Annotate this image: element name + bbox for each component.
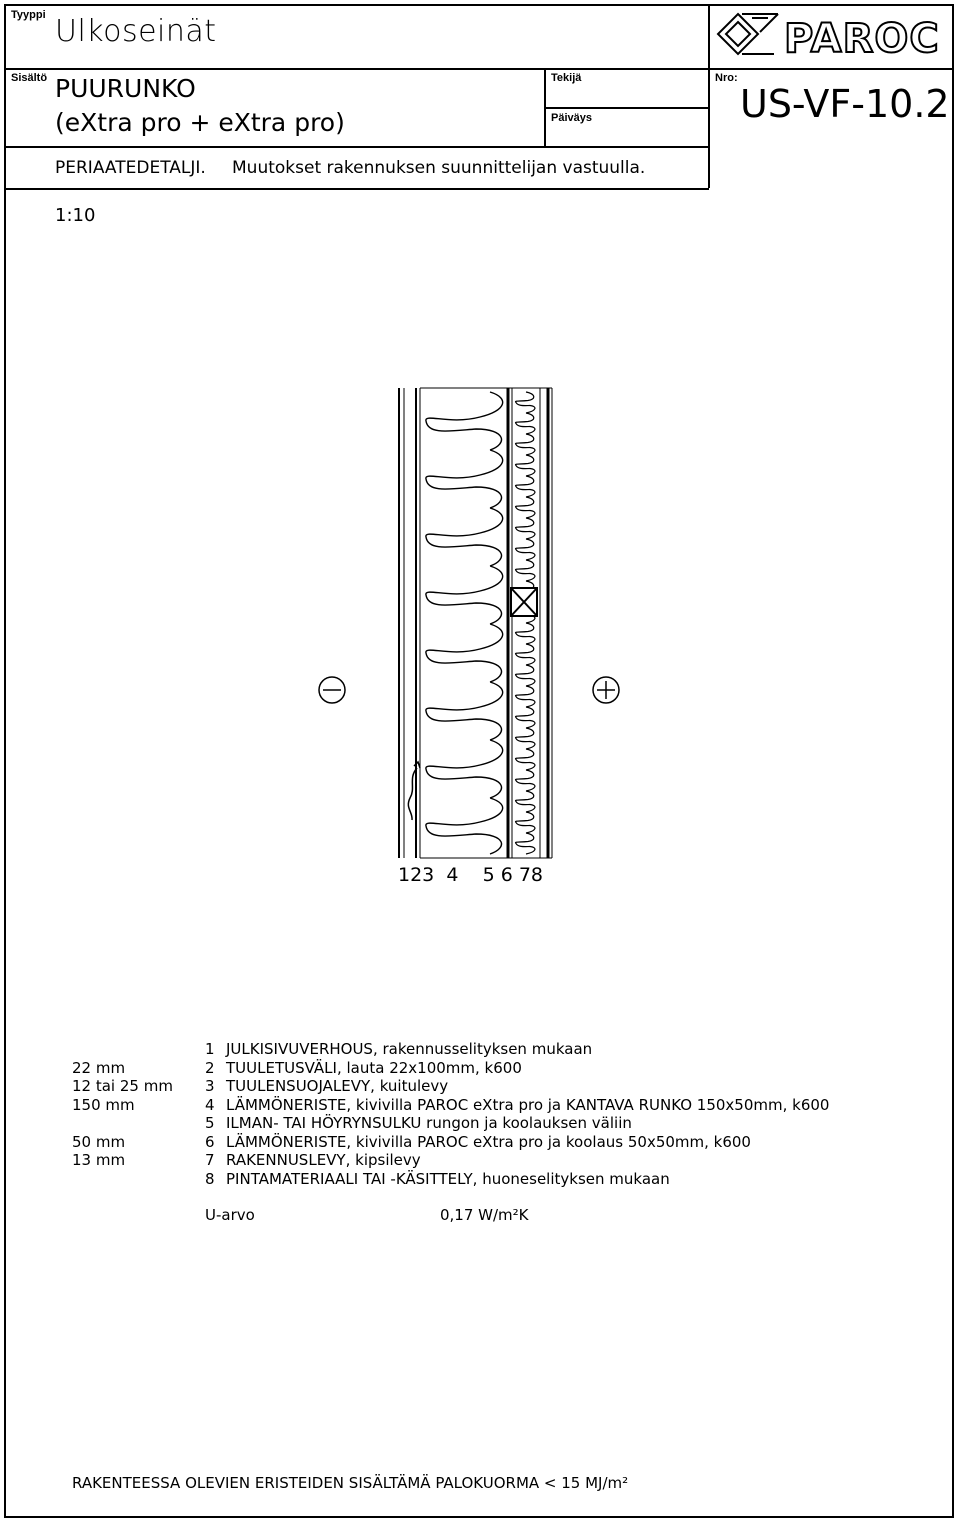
title-vdivider-1 xyxy=(544,68,546,148)
tekija-label: Tekijä xyxy=(551,72,582,84)
legend-description: PINTAMATERIAALI TAI -KÄSITTELY, huoneselityksen mukaan xyxy=(226,1169,670,1188)
legend-description: RAKENNUSLEVY, kipsilevy xyxy=(226,1151,421,1169)
legend-dimension: 13 mm xyxy=(72,1151,126,1169)
page-title: Ulkoseinät xyxy=(55,14,217,49)
insulation-wave-150 xyxy=(426,392,503,854)
title-divider-3 xyxy=(4,188,709,190)
legend-dimension: 150 mm xyxy=(72,1095,135,1114)
title-vdivider-2 xyxy=(708,4,710,188)
legend-dimension: 50 mm xyxy=(72,1132,126,1151)
legend-description: TUULENSUOJALEVY, kuitulevy xyxy=(226,1077,449,1095)
legend-description: LÄMMÖNERISTE, kivivilla PAROC eXtra pro ja koolaus 50x50mm, k600 xyxy=(226,1132,751,1151)
title-divider-2 xyxy=(4,146,709,148)
legend-number: 7 xyxy=(205,1151,215,1169)
layer-numbers: 123 4 5 6 78 xyxy=(398,864,544,886)
drawing-number: US-VF-10.2 xyxy=(740,82,950,126)
legend-description: TUULETUSVÄLI, lauta 22x100mm, k600 xyxy=(226,1058,522,1077)
sisalto-label: Sisältö xyxy=(11,72,48,84)
paroc-logo xyxy=(712,8,952,64)
insulation-wave-50 xyxy=(516,392,535,854)
brand-wordmark: PAROC xyxy=(784,16,940,62)
title-divider-1 xyxy=(4,68,954,70)
principle-note: PERIAATEDETALJI. xyxy=(55,158,206,178)
u-value: 0,17 W/m²K xyxy=(440,1206,529,1224)
content-line-1: PUURUNKO xyxy=(55,74,196,103)
legend-number: 3 xyxy=(205,1077,215,1095)
legend-number: 1 xyxy=(205,1040,215,1058)
u-value-label: U-arvo xyxy=(205,1206,255,1224)
legend-description: LÄMMÖNERISTE, kivivilla PAROC eXtra pro ja KANTAVA RUNKO 150x50mm, k600 xyxy=(226,1095,830,1114)
legend-dimension: 22 mm xyxy=(72,1058,126,1077)
legend-number: 8 xyxy=(205,1169,215,1188)
tekija-divider xyxy=(544,107,709,109)
wall-section-drawing xyxy=(300,380,630,880)
legend-description: JULKISIVUVERHOUS, rakennusselityksen mukaan xyxy=(226,1040,593,1058)
legend-number: 5 xyxy=(205,1114,215,1132)
interior-plus-icon xyxy=(593,677,619,703)
legend-number: 4 xyxy=(205,1095,215,1114)
paivays-label: Päiväys xyxy=(551,112,592,124)
legend-number: 2 xyxy=(205,1058,215,1077)
legend-description: ILMAN- TAI HÖYRYNSULKU rungon ja koolauksen väliin xyxy=(226,1114,632,1132)
scale-label: 1:10 xyxy=(55,205,96,226)
tyyppi-label: Tyyppi xyxy=(11,9,46,21)
batten-cross-section xyxy=(511,588,537,616)
fire-load-note: RAKENTEESSA OLEVIEN ERISTEIDEN SISÄLTÄMÄ PALOKUORMA < 15 MJ/m² xyxy=(72,1474,629,1492)
legend-number: 6 xyxy=(205,1132,215,1151)
nro-label: Nro: xyxy=(715,72,738,84)
changes-note: Muutokset rakennuksen suunnittelijan vastuulla. xyxy=(232,158,646,178)
exterior-minus-icon xyxy=(319,677,345,703)
content-line-2: (eXtra pro + eXtra pro) xyxy=(55,108,345,137)
legend-dimension: 12 tai 25 mm xyxy=(72,1077,173,1095)
